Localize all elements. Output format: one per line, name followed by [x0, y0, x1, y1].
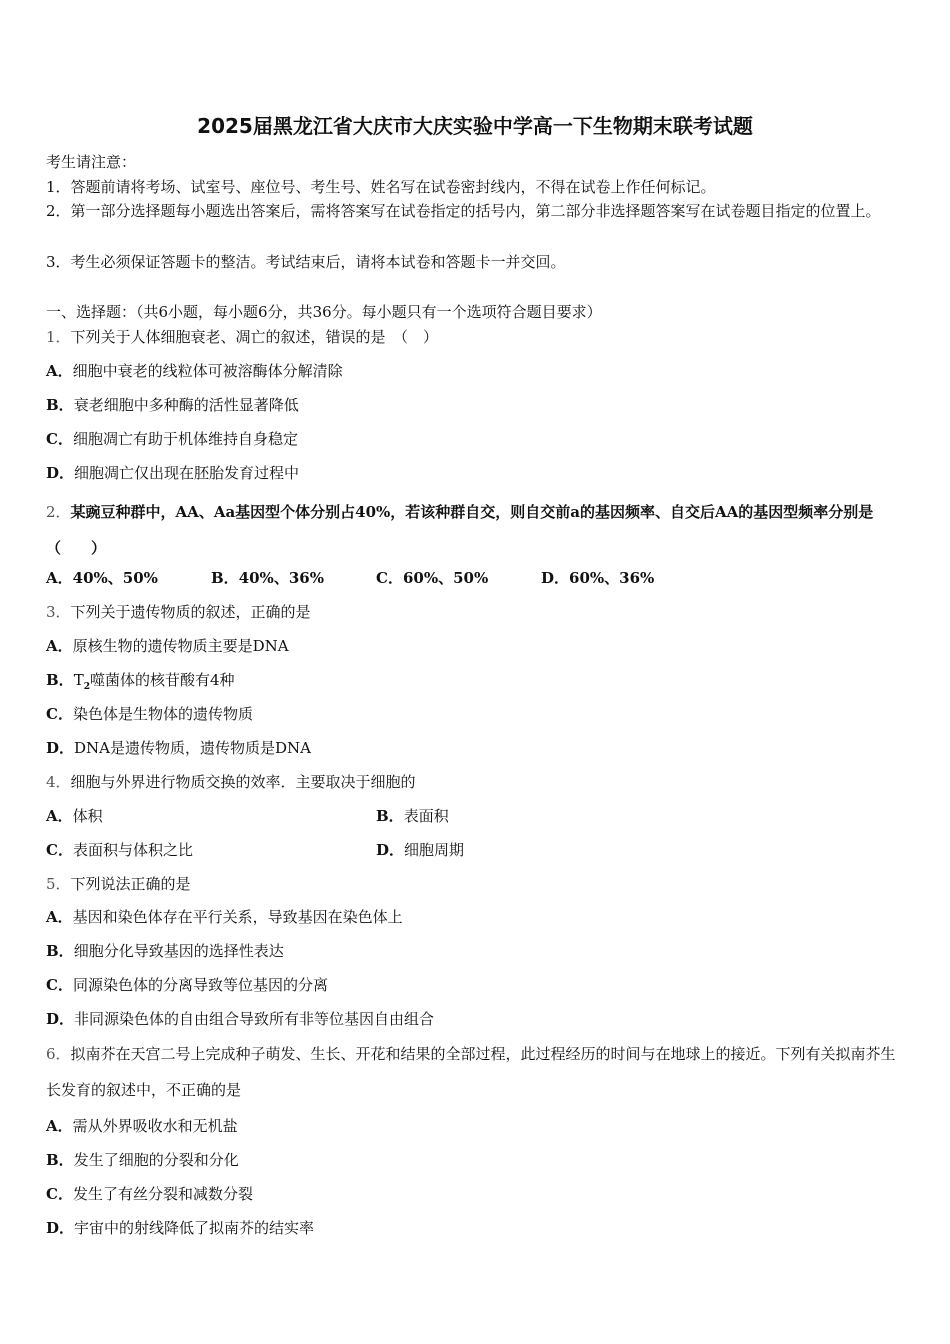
question-number: 6． [46, 1045, 71, 1063]
option-label: B． [46, 1151, 74, 1169]
option-text: 非同源染色体的自由组合导致所有非等位基因自由组合 [74, 1010, 435, 1028]
option [376, 806, 706, 826]
option-text: 细胞分化导致基因的选择性表达 [73, 942, 284, 960]
option-label: A． [46, 807, 73, 825]
option-text-prefix: T [73, 671, 84, 689]
option [46, 1184, 253, 1204]
option [211, 568, 376, 588]
option-text: 40%、50% [72, 569, 158, 587]
notice-item: 1．答题前请将考场、试室号、座位号、考生号、姓名写在试卷密封线内，不得在试卷上作任何标记。 [46, 178, 716, 196]
option-text: 40%、36% [238, 569, 324, 587]
option [46, 1009, 434, 1029]
option-text: 60%、50% [402, 569, 489, 587]
question-6 [46, 1036, 906, 1108]
option-label: C． [46, 976, 73, 994]
option-text: 60%、36% [569, 569, 655, 587]
option [46, 907, 403, 927]
notice-heading: 考生请注意： [46, 153, 137, 171]
option-text: 表面积与体积之比 [72, 841, 193, 859]
option [46, 568, 211, 588]
option [46, 1150, 239, 1170]
options-row [46, 568, 706, 588]
option-text: 发生了有丝分裂和减数分裂 [72, 1185, 253, 1203]
option [46, 636, 289, 656]
option [46, 806, 376, 826]
option-label: C． [46, 1185, 73, 1203]
option-text: 需从外界吸收水和无机盐 [72, 1117, 238, 1135]
notice-item: 2．第一部分选择题每小题选出答案后，需将答案写在试卷指定的括号内，第二部分非选择题答案写在试卷题目指定的位置上。 [46, 202, 881, 220]
option [46, 941, 284, 961]
question-number: 2． [46, 503, 71, 521]
options-row [46, 806, 706, 826]
option-label: A． [46, 908, 73, 926]
option-label: B． [46, 671, 74, 689]
question-number: 4． [46, 773, 71, 791]
option-text: 宇宙中的射线降低了拟南芥的结实率 [74, 1219, 315, 1237]
option [46, 395, 299, 415]
option-text: 体积 [72, 807, 103, 825]
question-stem: 下列说法正确的是 [70, 875, 191, 893]
option-text: 细胞周期 [404, 841, 465, 859]
question-stem: 下列关于人体细胞衰老、凋亡的叙述，错误的是 （ ） [70, 328, 439, 346]
option [46, 1116, 238, 1136]
option-label: C． [46, 430, 73, 448]
question-1 [46, 327, 438, 347]
option-text: 噬菌体的核苷酸有4种 [89, 671, 235, 689]
question-stem: 细胞与外界进行物质交换的效率．主要取决于细胞的 [70, 773, 416, 791]
option-text: 同源染色体的分离导致等位基因的分离 [72, 976, 328, 994]
option [46, 429, 298, 449]
option-label: A． [46, 637, 73, 655]
option [46, 361, 343, 381]
option-label: C． [46, 841, 73, 859]
option-text: 细胞凋亡仅出现在胚胎发育过程中 [74, 464, 300, 482]
option-text: 原核生物的遗传物质主要是DNA [72, 637, 289, 655]
option-label: B． [211, 569, 239, 587]
question-2 [46, 494, 906, 566]
question-5 [46, 874, 191, 894]
option [376, 840, 706, 860]
option [46, 704, 253, 724]
question-number: 3． [46, 603, 71, 621]
option-label: D． [376, 841, 405, 859]
option-label: A． [46, 569, 73, 587]
option-label: D． [46, 739, 75, 757]
option-label: B． [46, 942, 74, 960]
question-number: 1． [46, 328, 71, 346]
option-label: B． [46, 396, 74, 414]
option-label: B． [376, 807, 404, 825]
option-text: 染色体是生物体的遗传物质 [72, 705, 253, 723]
question-3 [46, 602, 311, 622]
option-text: DNA是遗传物质，遗传物质是DNA [74, 739, 311, 757]
question-stem: 下列关于遗传物质的叙述，正确的是 [70, 603, 311, 621]
option-text: 细胞凋亡有助于机体维持自身稳定 [72, 430, 298, 448]
option [46, 738, 311, 758]
option-text: 表面积 [403, 807, 449, 825]
option-label: C． [376, 569, 403, 587]
option-label: D． [541, 569, 570, 587]
option [376, 568, 541, 588]
question-stem: 拟南芥在天宫二号上完成种子萌发、生长、开花和结果的全部过程，此过程经历的时间与在地球上的接近。下列有关拟南芥生长发育的叙述中，不正确的是 [46, 1045, 896, 1099]
subscript: 2 [83, 682, 90, 692]
option-label: D． [46, 1219, 75, 1237]
option-label: A． [46, 1117, 73, 1135]
option-text: 基因和染色体存在平行关系，导致基因在染色体上 [72, 908, 403, 926]
question-4 [46, 772, 416, 792]
notice-item: 3．考生必须保证答题卡的整洁。考试结束后，请将本试卷和答题卡一并交回。 [46, 253, 566, 271]
options-row [46, 840, 706, 860]
option [46, 840, 376, 860]
option-label: C． [46, 705, 73, 723]
question-number: 5． [46, 875, 71, 893]
option [46, 670, 235, 697]
option-label: D． [46, 464, 75, 482]
option-text: 细胞中衰老的线粒体可被溶酶体分解清除 [72, 362, 343, 380]
option [46, 975, 328, 995]
option-text: 发生了细胞的分裂和分化 [73, 1151, 239, 1169]
option [541, 568, 706, 588]
option-text: 衰老细胞中多种酶的活性显著降低 [73, 396, 299, 414]
page-title: 2025届黑龙江省大庆市大庆实验中学高一下生物期末联考试题 [197, 114, 753, 138]
question-stem: 某豌豆种群中，AA、Aa基因型个体分别占40%，若该种群自交，则自交前a的基因频率、自交后AA的基因型频率分别是（ ） [46, 503, 874, 557]
option [46, 1218, 314, 1238]
option-label: A． [46, 362, 73, 380]
section-heading: 一、选择题：（共6小题，每小题6分，共36分。每小题只有一个选项符合题目要求） [46, 303, 602, 321]
option [46, 463, 299, 483]
option-label: D． [46, 1010, 75, 1028]
